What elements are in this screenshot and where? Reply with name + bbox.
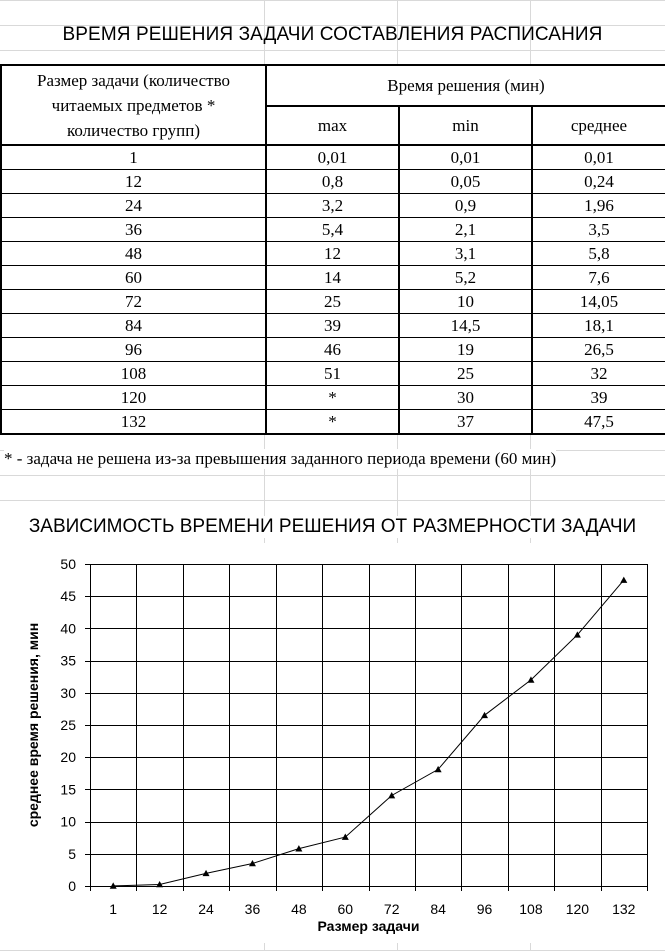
- min-time-cell: 25: [399, 362, 532, 386]
- table-row: [1, 145, 665, 170]
- data-point-marker: [388, 792, 395, 798]
- problem-size-header: [1, 65, 266, 145]
- min-time-cell: 19: [399, 338, 532, 362]
- x-tick-label: 60: [337, 901, 354, 917]
- footnote: * - задача не решена из-за превышения заданного периода времени (60 мин): [4, 449, 557, 468]
- max-column-header: max: [266, 106, 399, 145]
- min-time-cell: 2,1: [399, 218, 532, 242]
- y-axis-ticks: [60, 556, 90, 894]
- average-time-cell: 39: [532, 386, 665, 410]
- max-time-cell: 12: [266, 242, 399, 266]
- y-tick-label: 40: [60, 620, 76, 637]
- solution-time-header: Время решения (мин): [266, 65, 665, 106]
- problem-size-cell: 24: [1, 194, 266, 218]
- min-time-cell: 30: [399, 386, 532, 410]
- y-tick-label: 45: [60, 588, 76, 605]
- problem-size-cell: 120: [1, 386, 266, 410]
- problem-size-cell: 60: [1, 266, 266, 290]
- table-row: [1, 338, 665, 362]
- max-time-cell: *: [266, 410, 399, 435]
- average-time-cell: 0,01: [532, 145, 665, 170]
- y-axis-label: среднее время решения, мин: [25, 622, 41, 828]
- x-tick-label: 96: [476, 901, 493, 917]
- average-time-cell: 32: [532, 362, 665, 386]
- table-row: [1, 290, 665, 314]
- data-point-marker: [620, 577, 627, 583]
- min-time-cell: 5,2: [399, 266, 532, 290]
- average-time-cell: 14,05: [532, 290, 665, 314]
- table-row: [1, 218, 665, 242]
- table-row: [1, 314, 665, 338]
- max-time-cell: 46: [266, 338, 399, 362]
- max-time-cell: 0,01: [266, 145, 399, 170]
- problem-size-cell: 96: [1, 338, 266, 362]
- x-tick-label: 36: [244, 901, 261, 917]
- y-tick-label: 10: [60, 813, 76, 830]
- table-row: [1, 362, 665, 386]
- problem-size-header-line: количество групп): [66, 120, 200, 140]
- table-row: [1, 170, 665, 194]
- problem-size-cell: 48: [1, 242, 266, 266]
- min-column-header: min: [399, 106, 532, 145]
- table-title: ВРЕМЯ РЕШЕНИЯ ЗАДАЧИ СОСТАВЛЕНИЯ РАСПИСАНИЯ: [62, 24, 603, 45]
- chart-gridlines: [90, 564, 648, 887]
- min-time-cell: 0,01: [399, 145, 532, 170]
- y-tick-label: 0: [68, 878, 76, 894]
- y-tick-label: 15: [60, 781, 76, 798]
- line-chart: [0, 543, 665, 943]
- min-time-cell: 0,05: [399, 170, 532, 194]
- problem-size-cell: 108: [1, 362, 266, 386]
- average-time-cell: 1,96: [532, 194, 665, 218]
- x-tick-label: 24: [198, 901, 214, 917]
- table-row: [1, 410, 665, 435]
- max-time-cell: 39: [266, 314, 399, 338]
- x-tick-label: 84: [430, 901, 446, 917]
- max-time-cell: 5,4: [266, 218, 399, 242]
- problem-size-cell: 1: [1, 145, 266, 170]
- y-tick-label: 5: [68, 845, 76, 862]
- x-tick-label: 48: [291, 901, 307, 917]
- min-time-cell: 3,1: [399, 242, 532, 266]
- max-time-cell: 0,8: [266, 170, 399, 194]
- average-time-cell: 47,5: [532, 410, 665, 435]
- table-row: [1, 266, 665, 290]
- problem-size-cell: 36: [1, 218, 266, 242]
- max-time-cell: 14: [266, 266, 399, 290]
- max-time-cell: *: [266, 386, 399, 410]
- y-tick-label: 30: [60, 684, 76, 701]
- x-tick-label: 1: [109, 901, 118, 917]
- average-time-series: [110, 577, 628, 889]
- max-time-cell: 3,2: [266, 194, 399, 218]
- average-time-cell: 0,24: [532, 170, 665, 194]
- x-tick-label: 132: [612, 901, 636, 917]
- x-tick-label: 12: [151, 901, 168, 917]
- average-time-cell: 3,5: [532, 218, 665, 242]
- average-time-cell: 5,8: [532, 242, 665, 266]
- average-time-cell: 7,6: [532, 266, 665, 290]
- table-row: [1, 386, 665, 410]
- average-time-cell: 18,1: [532, 314, 665, 338]
- problem-size-header-line: читаемых предметов *: [51, 95, 216, 115]
- chart-title: ЗАВИСИМОСТЬ ВРЕМЕНИ РЕШЕНИЯ ОТ РАЗМЕРНОСТИ ЗАДАЧИ: [0, 516, 665, 538]
- chart-canvas: [0, 543, 665, 943]
- x-axis-ticks: [91, 886, 648, 917]
- min-time-cell: 14,5: [399, 314, 532, 338]
- problem-size-cell: 12: [1, 170, 266, 194]
- y-tick-label: 20: [60, 749, 76, 766]
- min-time-cell: 37: [399, 410, 532, 435]
- series-line: [113, 580, 624, 886]
- x-tick-label: 72: [383, 901, 400, 917]
- problem-size-cell: 132: [1, 410, 266, 435]
- table-row: [1, 194, 665, 218]
- y-tick-label: 50: [60, 556, 76, 572]
- x-tick-label: 108: [519, 901, 543, 917]
- problem-size-header-line: Размер задачи (количество: [36, 70, 231, 90]
- solution-time-table: [0, 64, 665, 435]
- max-time-cell: 51: [266, 362, 399, 386]
- min-time-cell: 0,9: [399, 194, 532, 218]
- min-time-cell: 10: [399, 290, 532, 314]
- max-time-cell: 25: [266, 290, 399, 314]
- average-time-cell: 26,5: [532, 338, 665, 362]
- x-axis-label: Размер задачи: [317, 918, 420, 934]
- x-tick-label: 120: [565, 901, 590, 917]
- y-tick-label: 25: [60, 717, 76, 733]
- average-column-header: среднее: [532, 106, 665, 145]
- problem-size-cell: 72: [1, 290, 266, 314]
- y-tick-label: 35: [60, 652, 76, 669]
- problem-size-cell: 84: [1, 314, 266, 338]
- table-row: [1, 242, 665, 266]
